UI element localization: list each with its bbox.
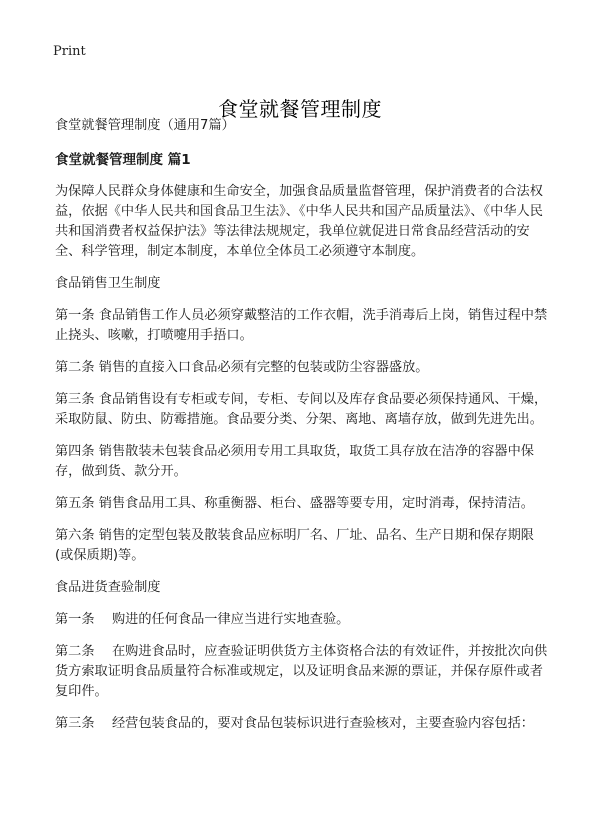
paragraph-article-4: 第四条 销售散装未包装食品必须用专用工具取货，取货工具存放在洁净的容器中保存，做到货、款分开。 — [55, 444, 534, 479]
subheading-purchase-inspection: 食品进货查验制度 — [55, 580, 161, 595]
paragraph-inspection-1: 第一条 购进的任何食品一律应当进行实地查验。 — [55, 612, 350, 627]
paragraph-inspection-2: 第二条 在购进食品时，应查验证明供货方主体资格合法的有效证件，并按批次向供货方索取证明食品质量符合标准或规定，以及证明食品来源的票证，并保存原件或者复印件。 — [55, 644, 548, 699]
paragraph-article-2: 第二条 销售的直接入口食品必须有完整的包装或防尘容器盛放。 — [55, 360, 429, 375]
document-subtitle: 食堂就餐管理制度（通用7篇） — [55, 118, 235, 133]
paragraph-article-5: 第五条 销售食品用工具、称重衡器、柜台、盛器等要专用，定时消毒，保持清洁。 — [55, 496, 534, 511]
page-title: 食堂就餐管理制度 — [218, 97, 382, 122]
print-link[interactable]: Print — [53, 44, 86, 59]
subheading-sales-hygiene: 食品销售卫生制度 — [55, 276, 161, 291]
paragraph-intro: 为保障人民群众身体健康和生命安全，加强食品质量监督管理，保护消费者的合法权益，依据《中华人民共和国食品卫生法》、《中华人民共和国产品质量法》、《中华人民共和国消费者权益保护法》等法律法规规定，我单位就促进日常食品经营活动的安全、科学管理，制定本制度，本单位全体员工必须遵守本制度。 — [55, 184, 543, 259]
paragraph-article-1: 第一条 食品销售工作人员必须穿戴整洁的工作衣帽，洗手消毒后上岗，销售过程中禁止挠头、咳嗽，打喷嚏用手捂口。 — [55, 308, 548, 343]
paragraph-inspection-3: 第三条 经营包装食品的，要对食品包装标识进行查验核对，主要查验内容包括： — [55, 716, 534, 731]
section-heading: 食堂就餐管理制度 篇1 — [55, 152, 191, 168]
document-body — [55, 116, 552, 746]
paragraph-article-6: 第六条 销售的定型包装及散装食品应标明厂名、厂址、品名、生产日期和保存期限(或保质期)等。 — [55, 528, 534, 563]
paragraph-article-3: 第三条 食品销售设有专柜或专间，专柜、专间以及库存食品要必须保持通风、干燥，采取防鼠、防虫、防霉措施。食品要分类、分架、离地、离墙存放，做到先进先出。 — [55, 392, 548, 427]
